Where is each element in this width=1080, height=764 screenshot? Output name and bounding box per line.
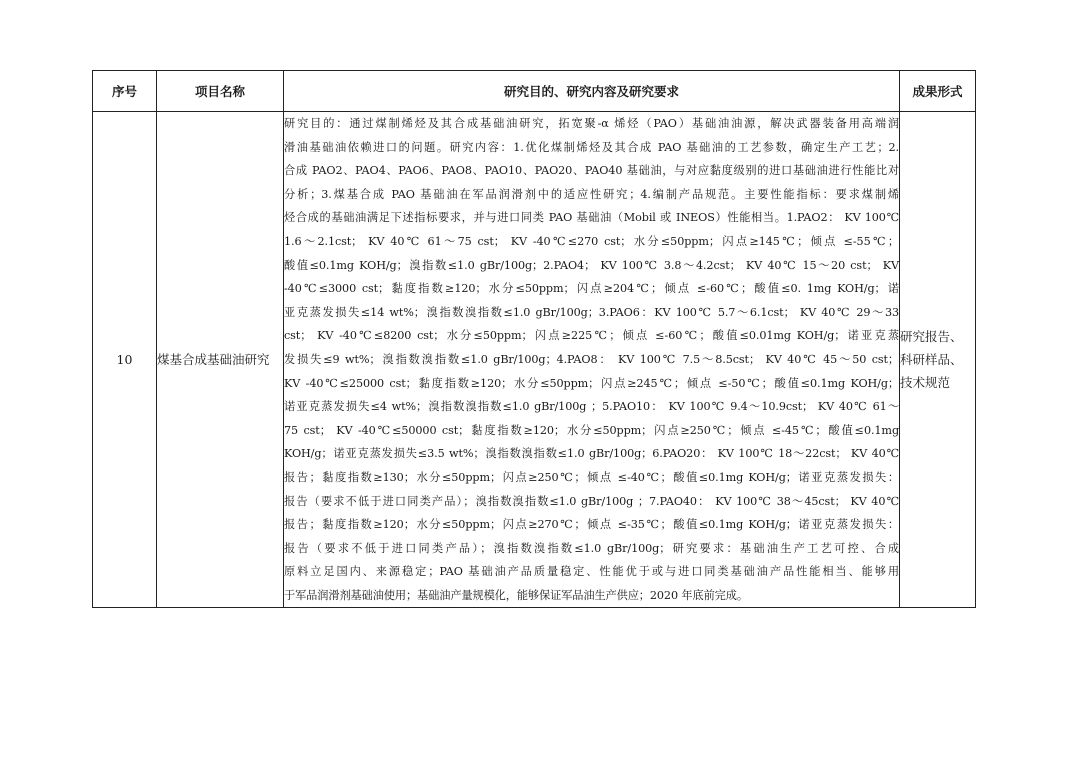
content-line: 报告；黏度指数≥120；水分≤50ppm；闪点≥270℃；倾点 ≤-35℃；酸值≤0.1mg KOH/g；诺亚克蒸发损失：	[284, 518, 899, 532]
row-content	[284, 112, 900, 608]
content-line: -40℃≤3000 cst；黏度指数≥120；水分≤50ppm；闪点≥204℃；倾点 ≤-60℃；酸值≤0. 1mg KOH/g；诺	[284, 282, 899, 296]
header-index: 序号	[93, 71, 157, 112]
row-index: 10	[93, 112, 157, 608]
content-line: 酸值≤0.1mg KOH/g；溴指数≤1.0 gBr/100g；2.PAO4； KV 100℃ 3.8～4.2cst； KV 40℃ 15～20 cst； KV	[284, 258, 899, 272]
content-line: 合成 PAO2、PAO4、PAO6、PAO8、PAO10、PAO20、PAO40 基础油，与对应黏度级别的进口基础油进行性能比对	[284, 164, 899, 178]
content-line: 于军品润滑剂基础油使用；基础油产量规模化，能够保证军品油生产供应；2020 年底前完成。	[284, 588, 748, 602]
table-header	[93, 71, 976, 112]
header-project-name: 项目名称	[157, 71, 284, 112]
header-row	[93, 71, 976, 112]
content-line: 诺亚克蒸发损失≤4 wt%；溴指数溴指数≤1.0 gBr/100g ；5.PAO10： KV 100℃ 9.4～10.9cst； KV 40℃ 61～	[284, 400, 899, 414]
content-line: KV -40℃≤25000 cst；黏度指数≥120；水分≤50ppm；闪点≥245℃；倾点 ≤-50℃；酸值≤0.1mg KOH/g；	[284, 376, 899, 390]
outcome-line: 科研样品、	[900, 352, 963, 368]
row-project-name: 煤基合成基础油研究	[157, 112, 284, 608]
content-line: 烃合成的基础油满足下述指标要求，并与进口同类 PAO 基础油（Mobil 或 INEOS）性能相当。1.PAO2： KV 100℃	[284, 211, 899, 225]
content-line: KOH/g；诺亚克蒸发损失≤3.5 wt%；溴指数溴指数≤1.0 gBr/100g；6.PAO20： KV 100℃ 18～22cst； KV 40℃	[284, 447, 899, 461]
content-line: 发损失≤9 wt%；溴指数溴指数≤1.0 gBr/100g；4.PAO8： KV 100℃ 7.5～8.5cst； KV 40℃ 45～50 cst；	[284, 352, 899, 366]
content-line: 报告（要求不低于进口同类产品）；溴指数溴指数≤1.0 gBr/100g；研究要求：基础油生产工艺可控、合成	[284, 541, 899, 555]
content-line: 1.6～2.1cst； KV 40℃ 61～75 cst； KV -40℃≤270 cst；水分≤50ppm；闪点≥145℃；倾点 ≤-55℃；	[284, 234, 899, 248]
table-row	[93, 112, 976, 608]
header-content: 研究目的、研究内容及研究要求	[284, 71, 900, 112]
content-line: 亚克蒸发损失≤14 wt%；溴指数溴指数≤1.0 gBr/100g；3.PAO6：KV 100℃ 5.7～6.1cst； KV 40℃ 29～33	[284, 305, 899, 319]
outcome-line: 研究报告、	[900, 329, 963, 345]
content-line: 报告（要求不低于进口同类产品）；溴指数溴指数≤1.0 gBr/100g ；7.PAO40： KV 100℃ 38～45cst； KV 40℃	[284, 494, 899, 508]
header-outcome: 成果形式	[900, 71, 976, 112]
content-line: cst； KV -40℃≤8200 cst；水分≤50ppm；闪点≥225℃；倾点 ≤-60℃；酸值≤0.01mg KOH/g；诺亚克蒸	[284, 329, 899, 343]
table-body	[93, 112, 976, 608]
content-line: 滑油基础油依赖进口的问题。研究内容：1.优化煤制烯烃及其合成 PAO 基础油的工艺参数，确定生产工艺；2.	[284, 140, 899, 154]
content-line: 分析；3.煤基合成 PAO 基础油在军品润滑剂中的适应性研究；4.编制产品规范。主要性能指标：要求煤制烯	[284, 187, 899, 201]
content-line: 报告；黏度指数≥130；水分≤50ppm；闪点≥250℃；倾点 ≤-40℃；酸值≤0.1mg KOH/g；诺亚克蒸发损失：	[284, 470, 899, 484]
content-line: 研究目的：通过煤制烯烃及其合成基础油研究，拓宽聚-α 烯烃（PAO）基础油油源，解决武器装备用高端润	[284, 117, 899, 130]
outcome-line: 技术规范	[900, 375, 951, 391]
row-outcome	[900, 112, 976, 608]
requirements-table	[92, 70, 976, 608]
content-line: 75 cst； KV -40℃≤50000 cst；黏度指数≥120；水分≤50ppm；闪点≥250℃；倾点 ≤-45℃；酸值≤0.1mg	[284, 423, 899, 437]
content-line: 原料立足国内、来源稳定；PAO 基础油产品质量稳定、性能优于或与进口同类基础油产品性能相当、能够用	[284, 565, 899, 579]
